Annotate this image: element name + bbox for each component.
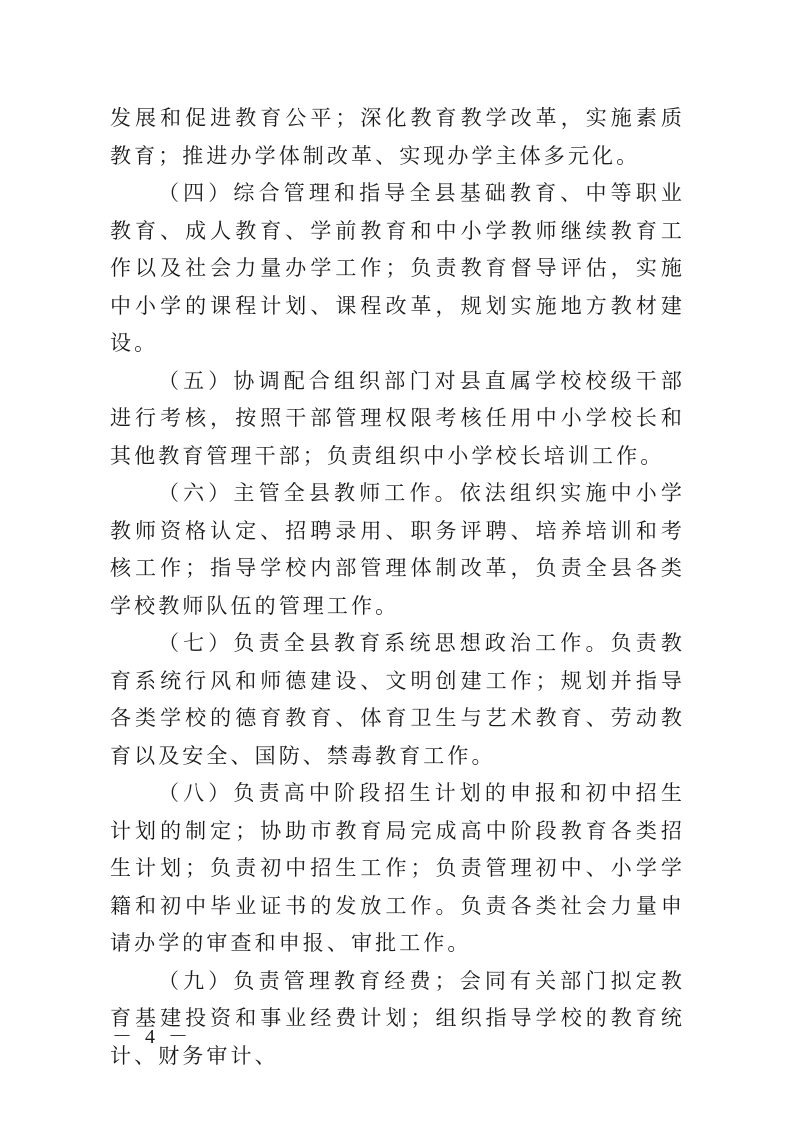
paragraph-item-7: （七）负责全县教育系统思想政治工作。负责教育系统行风和师德建设、文明创建工作；规划并指导各类学校的德育教育、体育卫生与艺术教育、劳动教育以及安全、国防、禁毒教育工作。	[110, 631, 685, 768]
paragraph-continuation: 发展和促进教育公平；深化教育教学改革，实施素质教育；推进办学体制改革、实现办学主体多元化。	[110, 106, 685, 168]
paragraph-item-8: （八）负责高中阶段招生计划的申报和初中招生计划的制定；协助市教育局完成高中阶段教育各类招生计划；负责初中招生工作；负责管理初中、小学学籍和初中毕业证书的发放工作。负责各类社会力量申请办学的审查和申报、审批工作。	[110, 781, 685, 955]
paragraph-item-6: （六）主管全县教师工作。依法组织实施中小学教师资格认定、招聘录用、职务评聘、培养培训和考核工作；指导学校内部管理体制改革，负责全县各类学校教师队伍的管理工作。	[110, 481, 685, 618]
page-number: － 4 －	[112, 1026, 192, 1048]
paragraph-item-4: （四）综合管理和指导全县基础教育、中等职业教育、成人教育、学前教育和中小学教师继续教育工作以及社会力量办学工作；负责教育督导评估，实施中小学的课程计划、课程改革，规划实施地方教材建设。	[110, 181, 685, 355]
paragraph-item-9: （九）负责管理教育经费；会同有关部门拟定教育基建投资和事业经费计划；组织指导学校的教育统计、财务审计、	[110, 968, 685, 1068]
paragraph-item-5: （五）协调配合组织部门对县直属学校校级干部进行考核，按照干部管理权限考核任用中小学校长和其他教育管理干部；负责组织中小学校长培训工作。	[110, 368, 685, 468]
document-body	[110, 100, 685, 1075]
